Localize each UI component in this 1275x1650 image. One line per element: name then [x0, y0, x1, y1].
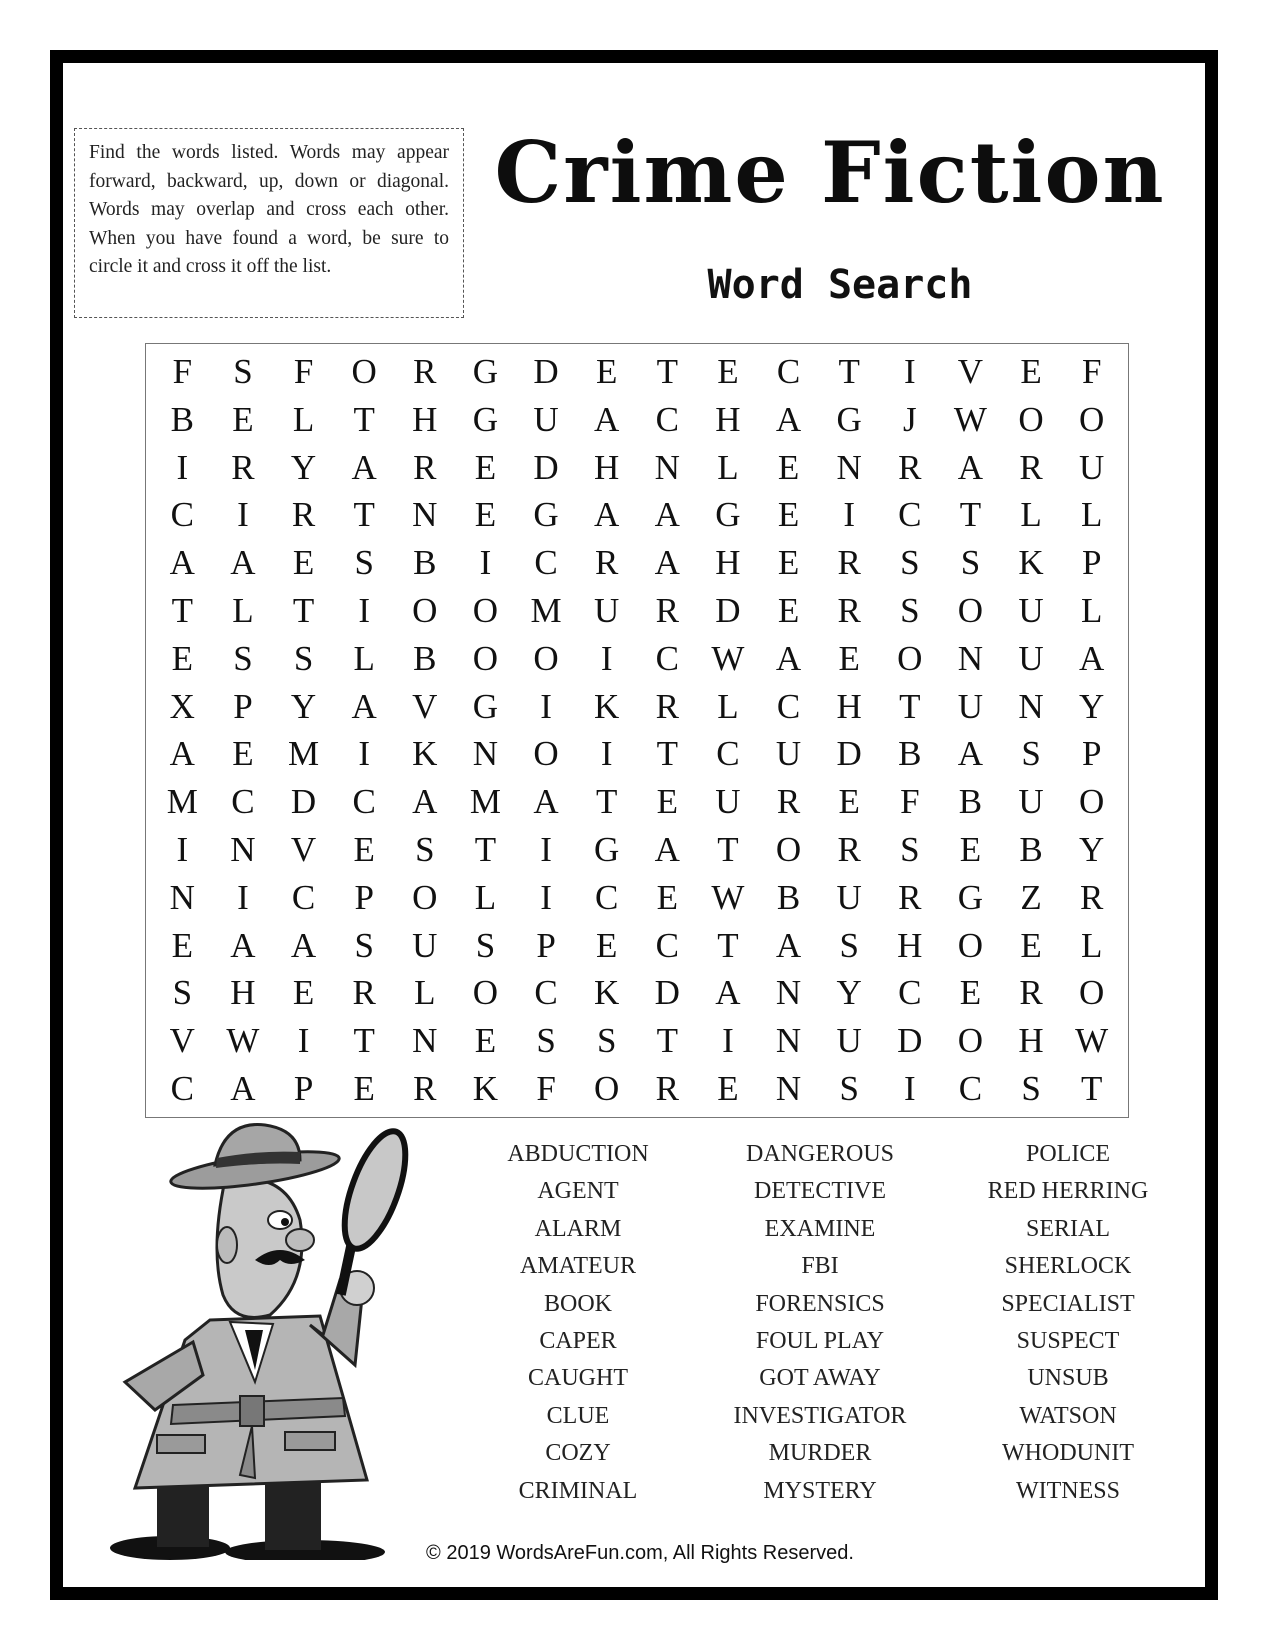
grid-cell: R	[352, 973, 376, 1013]
grid-cell: I	[358, 590, 371, 630]
grid-cell: S	[293, 638, 314, 678]
grid-cell: A	[654, 830, 680, 870]
grid-cell: E	[838, 782, 860, 822]
grid-cell: P	[354, 877, 374, 917]
grid-cell: L	[717, 686, 739, 726]
grid-cell: A	[412, 782, 438, 822]
word-list-column-1	[448, 1136, 708, 1510]
grid-cell: C	[655, 925, 679, 965]
grid-cell: G	[472, 686, 499, 726]
grid-cell: I	[540, 686, 552, 726]
grid-cell: K	[594, 686, 620, 726]
grid-cell: R	[837, 830, 861, 870]
grid-cell: G	[472, 351, 499, 391]
grid-cell: S	[354, 543, 374, 583]
grid-cell: D	[897, 1021, 923, 1061]
grid-cell: H	[897, 925, 923, 965]
grid-cell: B	[1019, 830, 1043, 870]
grid-cell: E	[171, 638, 193, 678]
letter-grid	[145, 343, 1129, 1118]
grid-cell: O	[1079, 973, 1105, 1013]
grid-cell: F	[172, 351, 193, 391]
grid-cell: L	[232, 590, 254, 630]
grid-cell: P	[536, 925, 556, 965]
grid-cell: B	[413, 543, 437, 583]
grid-cell: S	[172, 973, 193, 1013]
grid-cell: U	[1018, 590, 1044, 630]
word-list-item: SUSPECT	[1016, 1328, 1120, 1355]
word-list-item: CRIMINAL	[518, 1477, 638, 1504]
grid-cell: N	[472, 734, 499, 774]
word-list-item: FORENSICS	[755, 1290, 885, 1317]
grid-cell: S	[839, 1069, 859, 1109]
grid-cell: K	[594, 973, 620, 1013]
grid-cell: L	[353, 638, 375, 678]
grid-cell: W	[711, 638, 745, 678]
grid-cell: X	[169, 686, 195, 726]
word-list-item: MURDER	[768, 1440, 872, 1467]
grid-cell: A	[594, 495, 620, 535]
grid-cell: E	[717, 1069, 739, 1109]
grid-cell: F	[536, 1069, 556, 1109]
grid-cell: S	[475, 925, 496, 965]
grid-cell: L	[414, 973, 436, 1013]
grid-cell: O	[472, 973, 499, 1013]
grid-cell: R	[837, 590, 861, 630]
grid-cell: G	[715, 495, 741, 535]
word-list-item: CAPER	[539, 1328, 617, 1355]
grid-cell: E	[292, 973, 315, 1013]
grid-cell: S	[233, 351, 253, 391]
grid-cell: I	[297, 1021, 310, 1061]
grid-cell: C	[716, 734, 740, 774]
word-list-item: WITNESS	[1016, 1477, 1120, 1504]
grid-cell: B	[958, 782, 983, 822]
grid-cell: V	[412, 686, 438, 726]
grid-cell: C	[958, 1069, 983, 1109]
grid-cell: Y	[836, 973, 862, 1013]
grid-cell: U	[1079, 447, 1105, 487]
grid-cell: E	[474, 447, 497, 487]
grid-cell: A	[594, 399, 620, 439]
grid-cell: S	[900, 830, 920, 870]
word-list-item: AMATEUR	[519, 1253, 636, 1280]
grid-cell: A	[654, 543, 680, 583]
grid-cell: Y	[1079, 686, 1105, 726]
grid-cell: E	[232, 734, 254, 774]
grid-cell: W	[711, 877, 745, 917]
grid-cell: E	[353, 830, 375, 870]
grid-cell: E	[656, 782, 678, 822]
grid-cell: O	[957, 925, 984, 965]
grid-cell: E	[777, 590, 800, 630]
grid-cell: O	[957, 590, 984, 630]
grid-cell: I	[540, 830, 552, 870]
grid-cell: E	[656, 877, 678, 917]
grid-cell: A	[290, 925, 317, 965]
word-list-item: INVESTIGATOR	[733, 1402, 907, 1429]
grid-cell: B	[776, 877, 801, 917]
grid-cell: L	[474, 877, 497, 917]
grid-cell: A	[775, 925, 802, 965]
grid-cell: O	[775, 830, 802, 870]
grid-cell: S	[900, 543, 920, 583]
grid-cell: H	[715, 399, 741, 439]
grid-cell: R	[655, 1069, 679, 1109]
grid-cell: U	[957, 686, 984, 726]
word-list-item: CAUGHT	[528, 1365, 628, 1392]
grid-cell: Y	[290, 447, 317, 487]
grid-cell: G	[533, 495, 559, 535]
grid-cell: E	[838, 638, 860, 678]
grid-cell: T	[595, 782, 618, 822]
grid-cell: S	[1021, 1069, 1041, 1109]
grid-cell: T	[717, 830, 739, 870]
grid-cell: O	[897, 638, 923, 678]
grid-cell: H	[715, 543, 741, 583]
grid-cell: B	[898, 734, 922, 774]
grid-cell: R	[1019, 973, 1043, 1013]
grid-cell: I	[540, 877, 552, 917]
grid-cell: S	[536, 1021, 556, 1061]
grid-cell: M	[469, 782, 501, 822]
grid-cell: I	[176, 830, 189, 870]
grid-cell: S	[1021, 734, 1041, 774]
word-list-item: DETECTIVE	[754, 1178, 886, 1205]
word-list-item: SERIAL	[1026, 1215, 1110, 1242]
grid-cell: P	[1081, 543, 1102, 583]
word-list-item: SPECIALIST	[1001, 1290, 1135, 1317]
word-list-item: ALARM	[534, 1215, 622, 1242]
grid-cell: A	[230, 925, 256, 965]
grid-cell: T	[838, 351, 860, 391]
grid-cell: I	[903, 1069, 916, 1109]
grid-cell: G	[836, 399, 862, 439]
grid-cell: C	[534, 973, 558, 1013]
grid-cell: C	[352, 782, 376, 822]
grid-cell: T	[353, 495, 375, 535]
grid-cell: E	[474, 495, 497, 535]
grid-cell: E	[1020, 925, 1042, 965]
grid-cell: E	[959, 973, 982, 1013]
grid-cell: C	[170, 1069, 194, 1109]
grid-cell: A	[775, 638, 802, 678]
grid-cell: R	[776, 782, 801, 822]
word-list-item: FOUL PLAY	[755, 1328, 885, 1355]
word-list-item: MYSTERY	[763, 1477, 877, 1504]
grid-cell: I	[237, 495, 249, 535]
grid-cell: E	[292, 543, 315, 583]
grid-cell: E	[595, 925, 618, 965]
grid-cell: K	[412, 734, 438, 774]
grid-cell: G	[594, 830, 620, 870]
grid-cell: W	[1075, 1021, 1109, 1061]
grid-cell: N	[654, 447, 680, 487]
grid-cell: D	[533, 351, 559, 391]
grid-cell: T	[353, 1021, 375, 1061]
grid-cell: O	[351, 351, 377, 391]
word-list-item: ABDUCTION	[507, 1141, 649, 1167]
grid-cell: R	[291, 495, 316, 535]
grid-cell: E	[595, 351, 618, 391]
grid-cell: J	[903, 399, 917, 439]
page-subtitle: Word Search	[707, 262, 973, 308]
grid-cell: O	[472, 590, 499, 630]
grid-cell: R	[413, 351, 437, 391]
word-list-column-3	[938, 1136, 1198, 1510]
grid-cell: C	[595, 877, 619, 917]
word-list-item: WHODUNIT	[1002, 1440, 1134, 1467]
grid-cell: A	[654, 495, 680, 535]
grid-cell: L	[1080, 590, 1103, 630]
grid-cell: C	[898, 973, 922, 1013]
grid-cell: C	[291, 877, 316, 917]
grid-cell: R	[413, 447, 437, 487]
grid-cell: T	[353, 399, 375, 439]
grid-cell: F	[1081, 351, 1102, 391]
grid-cell: C	[898, 495, 922, 535]
grid-cell: R	[1080, 877, 1104, 917]
grid-cell: D	[836, 734, 862, 774]
grid-cell: I	[237, 877, 249, 917]
grid-cell: U	[1018, 782, 1044, 822]
grid-cell: T	[474, 830, 497, 870]
grid-cell: A	[351, 686, 377, 726]
grid-cell: L	[1080, 925, 1103, 965]
grid-cell: A	[169, 543, 195, 583]
grid-cell: O	[957, 1021, 984, 1061]
grid-cell: T	[959, 495, 982, 535]
grid-cell: S	[960, 543, 981, 583]
word-list-item: BOOK	[543, 1290, 612, 1317]
grid-cell: E	[1020, 351, 1042, 391]
grid-cell: D	[715, 590, 741, 630]
word-list-item: UNSUB	[1027, 1365, 1109, 1392]
grid-cell: G	[957, 877, 984, 917]
grid-cell: R	[231, 447, 255, 487]
grid-cell: I	[903, 351, 916, 391]
grid-cell: U	[412, 925, 438, 965]
grid-cell: F	[293, 351, 314, 391]
grid-cell: N	[775, 1021, 802, 1061]
grid-cell: R	[595, 543, 619, 583]
grid-cell: U	[775, 734, 802, 774]
grid-cell: T	[717, 925, 739, 965]
grid-cell: R	[413, 1069, 437, 1109]
grid-cell: L	[1080, 495, 1103, 535]
grid-cell: V	[957, 351, 984, 391]
grid-cell: L	[1020, 495, 1042, 535]
grid-cell: E	[717, 351, 739, 391]
grid-cell: L	[717, 447, 739, 487]
grid-cell: C	[655, 638, 679, 678]
page-title: Crime Fiction	[494, 123, 1166, 222]
grid-cell: R	[898, 877, 922, 917]
grid-cell: N	[412, 1021, 438, 1061]
grid-cell: R	[898, 447, 922, 487]
grid-cell: H	[230, 973, 256, 1013]
grid-cell: R	[1019, 447, 1043, 487]
grid-cell: T	[656, 351, 678, 391]
grid-cell: N	[169, 877, 195, 917]
grid-cell: I	[722, 1021, 734, 1061]
grid-cell: I	[358, 734, 371, 774]
grid-cell: C	[776, 351, 801, 391]
grid-cell: L	[292, 399, 315, 439]
grid-cell: N	[230, 830, 256, 870]
grid-cell: H	[594, 447, 620, 487]
grid-cell: E	[353, 1069, 375, 1109]
grid-cell: U	[836, 877, 862, 917]
grid-cell: A	[230, 1069, 256, 1109]
grid-cell: I	[843, 495, 856, 535]
grid-cell: R	[655, 686, 679, 726]
word-list-item: COZY	[545, 1440, 611, 1467]
grid-cell: S	[354, 925, 374, 965]
grid-cell: A	[775, 399, 802, 439]
word-list-item: DANGEROUS	[745, 1141, 894, 1167]
grid-cell: U	[594, 590, 620, 630]
word-list-item: SHERLOCK	[1004, 1253, 1132, 1280]
grid-cell: O	[1079, 782, 1105, 822]
grid-cell: K	[1018, 543, 1044, 583]
grid-cell: W	[953, 399, 987, 439]
grid-cell: C	[655, 399, 679, 439]
instructions-box: Find the words listed. Words may appear forward, backward, up, down or diagonal. Words may overlap and cross each other. When you have found a word, be sure to circle it and cross it off the list.	[74, 128, 464, 318]
word-list-item: FBI	[801, 1253, 839, 1280]
grid-cell: I	[600, 638, 613, 678]
grid-cell: O	[1079, 399, 1105, 439]
word-list-item: POLICE	[1026, 1141, 1110, 1167]
grid-cell: B	[413, 638, 437, 678]
grid-cell: V	[290, 830, 317, 870]
grid-cell: T	[1080, 1069, 1103, 1109]
grid-cell: M	[288, 734, 320, 774]
word-list-item: GOT AWAY	[759, 1365, 881, 1392]
grid-cell: R	[655, 590, 679, 630]
word-list-item: RED HERRING	[987, 1178, 1149, 1205]
grid-cell: E	[777, 495, 800, 535]
grid-cell: S	[233, 638, 253, 678]
grid-cell: C	[776, 686, 801, 726]
grid-cell: N	[836, 447, 862, 487]
grid-cell: O	[412, 590, 438, 630]
grid-cell: D	[290, 782, 317, 822]
grid-cell: N	[775, 1069, 802, 1109]
grid-cell: A	[957, 734, 984, 774]
grid-cell: W	[226, 1021, 260, 1061]
grid-cell: G	[472, 399, 499, 439]
detective-illustration	[95, 1120, 455, 1560]
grid-cell: S	[900, 590, 920, 630]
grid-cell: E	[959, 830, 982, 870]
grid-cell: T	[899, 686, 921, 726]
grid-cell: M	[166, 782, 198, 822]
grid-cell: E	[232, 399, 254, 439]
grid-cell: I	[600, 734, 613, 774]
grid-cell: A	[351, 447, 377, 487]
grid-cell: T	[171, 590, 193, 630]
grid-cell: M	[530, 590, 562, 630]
grid-cell: U	[715, 782, 741, 822]
grid-cell: S	[596, 1021, 617, 1061]
grid-cell: C	[170, 495, 194, 535]
grid-cell: K	[472, 1069, 499, 1109]
grid-cell: S	[839, 925, 859, 965]
grid-cell: O	[1018, 399, 1044, 439]
word-list-column-2	[690, 1136, 950, 1510]
grid-cell: F	[900, 782, 920, 822]
grid-cell: E	[171, 925, 193, 965]
grid-cell: E	[777, 447, 800, 487]
grid-cell: T	[656, 1021, 678, 1061]
grid-cell: S	[415, 830, 435, 870]
grid-cell: Y	[290, 686, 317, 726]
grid-cell: U	[533, 399, 559, 439]
grid-cell: P	[233, 686, 253, 726]
grid-cell: O	[594, 1069, 620, 1109]
grid-cell: Y	[1079, 830, 1105, 870]
grid-cell: E	[474, 1021, 497, 1061]
grid-cell: T	[292, 590, 315, 630]
grid-cell: T	[656, 734, 678, 774]
grid-cell: R	[837, 543, 861, 583]
grid-cell: A	[957, 447, 984, 487]
grid-cell: O	[472, 638, 499, 678]
word-list-item: CLUE	[546, 1402, 610, 1429]
grid-cell: N	[957, 638, 984, 678]
grid-cell: D	[654, 973, 680, 1013]
grid-cell: H	[836, 686, 862, 726]
grid-cell: N	[775, 973, 802, 1013]
word-list-item: WATSON	[1019, 1402, 1117, 1429]
grid-cell: A	[169, 734, 195, 774]
grid-cell: A	[533, 782, 559, 822]
grid-cell: I	[479, 543, 492, 583]
grid-cell: A	[1079, 638, 1105, 678]
grid-cell: H	[412, 399, 438, 439]
grid-cell: C	[534, 543, 558, 583]
grid-cell: E	[777, 543, 800, 583]
grid-cell: B	[170, 399, 194, 439]
grid-cell: A	[230, 543, 256, 583]
grid-cell: A	[715, 973, 741, 1013]
grid-cell: O	[533, 734, 559, 774]
word-list-item: AGENT	[537, 1178, 619, 1205]
grid-cell: D	[533, 447, 559, 487]
copyright-notice: © 2019 WordsAreFun.com, All Rights Reserved.	[426, 1542, 854, 1564]
grid-cell: Z	[1020, 877, 1042, 917]
grid-cell: C	[231, 782, 255, 822]
grid-cell: U	[836, 1021, 862, 1061]
grid-cell: N	[1018, 686, 1044, 726]
grid-cell: P	[1081, 734, 1102, 774]
grid-cell: I	[176, 447, 189, 487]
grid-cell: O	[412, 877, 438, 917]
grid-cell: U	[1018, 638, 1044, 678]
grid-cell: H	[1018, 1021, 1044, 1061]
grid-cell: O	[533, 638, 559, 678]
grid-cell: P	[293, 1069, 314, 1109]
grid-cell: N	[412, 495, 438, 535]
word-list-item: EXAMINE	[764, 1215, 876, 1242]
grid-cell: V	[169, 1021, 195, 1061]
